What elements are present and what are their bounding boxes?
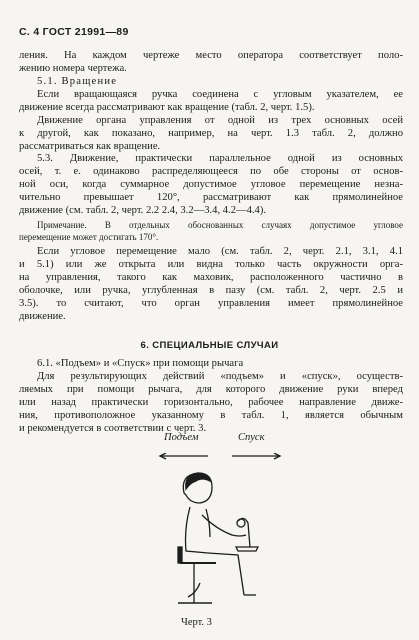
text-line: ления. На каждом чертеже место оператора соответствует поло- bbox=[19, 50, 403, 61]
text-line: ния, противоположное указанному в табл. 1, является обычным bbox=[19, 409, 403, 421]
paragraph-6-1 bbox=[19, 371, 403, 436]
text-line: на управления, такого как маховик, расположенного частично в bbox=[19, 271, 403, 283]
seat-back bbox=[178, 547, 182, 563]
text-line: и рекомендуется в соответствии с черт. 3. bbox=[19, 422, 207, 434]
text-line: Примечание. В отдельных обоснованных случаях допустимое угловое bbox=[37, 220, 403, 230]
subsection-6-1-heading bbox=[19, 358, 403, 371]
text-line: оболочке, или ручка, углубленная в пазу (см. табл. 2, черт. 2.5 и bbox=[19, 284, 403, 296]
leg-upper bbox=[208, 553, 244, 595]
torso-back bbox=[186, 507, 209, 553]
heading-text: 6.1. «Подъем» и «Спуск» при помощи рычага bbox=[37, 358, 244, 369]
lever bbox=[238, 518, 250, 547]
paragraph-5-2 bbox=[19, 115, 403, 154]
text-line: 5.3. Движение, практически параллельное одной из основных bbox=[37, 153, 403, 164]
paragraph-5-4 bbox=[19, 246, 403, 323]
text-line: Для результирующих действий «подъем» и «спуск», осуществ- bbox=[37, 371, 403, 382]
text-line: движение (см. табл. 2, черт. 2.2 2.4, 3.2—3.4, 4.2—4.4). bbox=[19, 204, 267, 216]
note bbox=[19, 220, 403, 243]
text-line: перемещение может достигать 170°. bbox=[19, 231, 159, 242]
label-down: Спуск bbox=[238, 432, 265, 443]
section-6-heading: 6. СПЕЦИАЛЬНЫЕ СЛУЧАИ bbox=[140, 340, 279, 351]
lever-knob bbox=[237, 519, 245, 527]
text-line: Если угловое перемещение мало (см. табл. 2, черт. 2.1, 3.1, 4.1 bbox=[37, 246, 403, 257]
figure-operator-lever bbox=[140, 453, 290, 613]
paragraph-intro bbox=[19, 50, 403, 76]
text-line: 3.5). то считают, что орган управления имеет прямолинейное bbox=[19, 297, 403, 309]
figure-caption: Черт. 3 bbox=[181, 617, 212, 628]
subsection-5-1-heading bbox=[19, 76, 403, 89]
paragraph-5-3 bbox=[19, 153, 403, 218]
text-line: движение. bbox=[19, 310, 66, 322]
page-header: С. 4 ГОСТ 21991—89 bbox=[19, 26, 129, 38]
lever-base bbox=[236, 547, 258, 551]
text-line: Движение органа управления от одной из трех основных осей bbox=[37, 115, 403, 126]
paragraph-5-1 bbox=[19, 89, 403, 115]
label-up: Подъем bbox=[164, 432, 199, 443]
text-line: или назад практически горизонтально, рабочее направление движе- bbox=[19, 396, 403, 408]
text-line: чительно превышает 120°, рассматривают как прямолинейное bbox=[19, 191, 403, 203]
text-line: Если вращающаяся ручка соединена с угловым указателем, ее bbox=[37, 89, 403, 100]
text-line: осей, т. е. одинаково распределяющееся по обе стороны от основ- bbox=[19, 165, 403, 177]
text-line: жению номера чертежа. bbox=[19, 62, 127, 74]
text-line: движение всегда рассматривают как вращение (табл. 2, черт. 1.5). bbox=[19, 101, 315, 113]
heading-text: 5.1. Вращение bbox=[37, 76, 118, 87]
text-line: к другой, как показано, например, на черт. 1.3 табл. 2, должно bbox=[19, 127, 403, 139]
text-line: ной оси, когда суммарное допустимое угловое перемещение незна- bbox=[19, 178, 403, 190]
torso-front bbox=[206, 509, 210, 537]
text-line: ляемых при помощи рычага, для которого движение руки вперед bbox=[19, 383, 403, 395]
text-line: и 5.1) или же открыта или видна только часть окружности орга- bbox=[19, 258, 403, 270]
text-line: рассматриваться как вращение. bbox=[19, 140, 161, 152]
